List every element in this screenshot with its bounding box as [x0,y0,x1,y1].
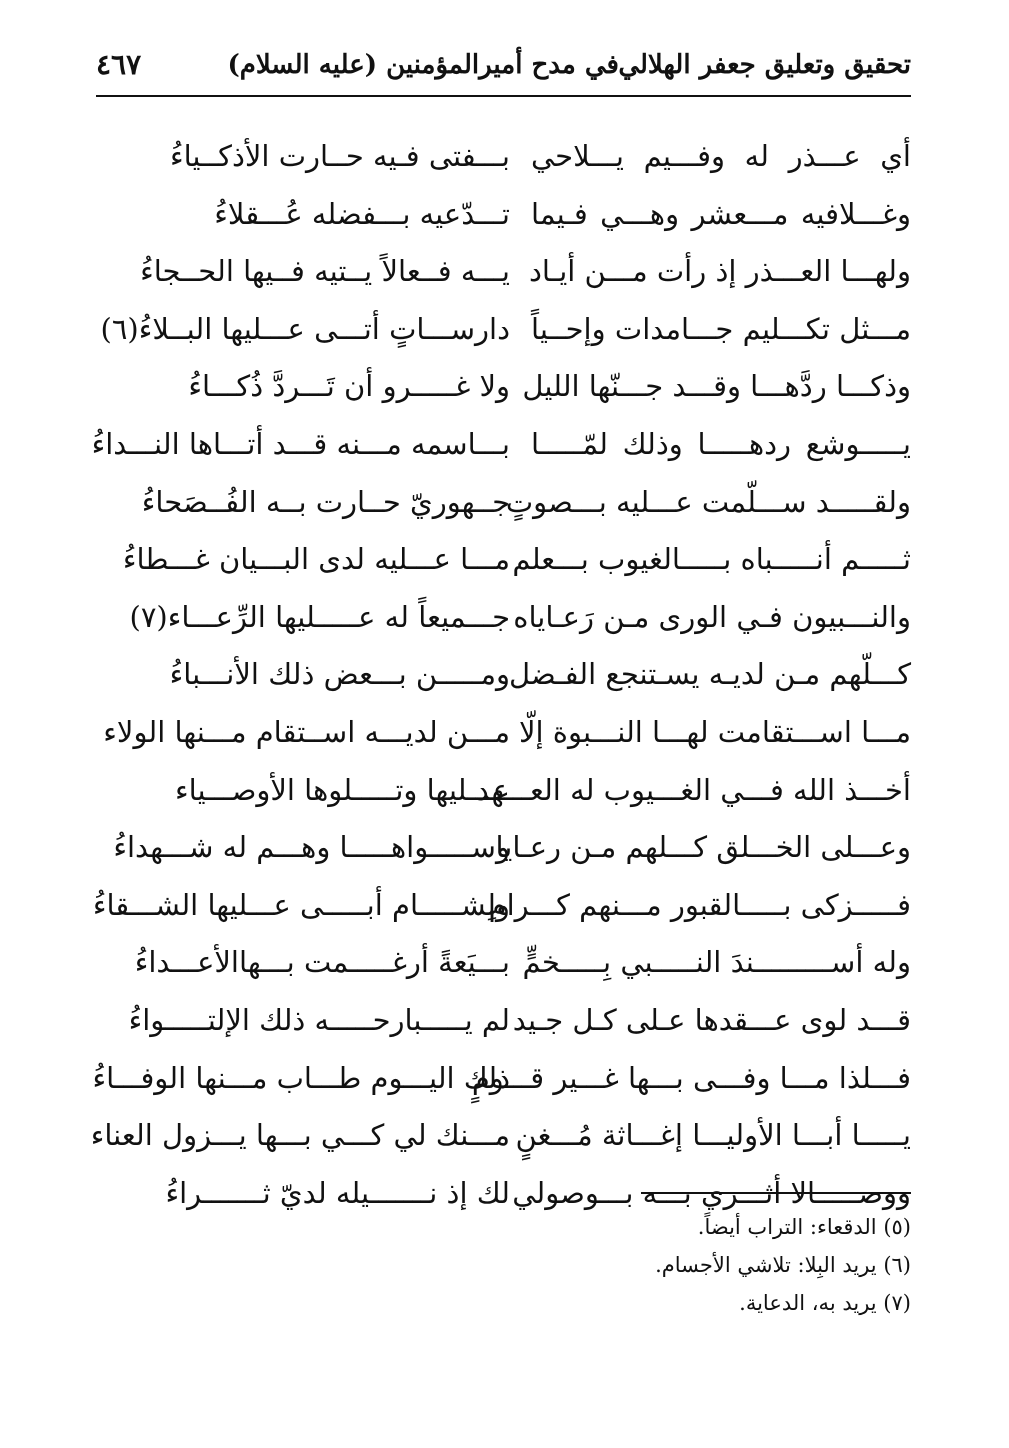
verse-hemistich-first: يـــــوشع ردهـــــا وذلك لمّـــــا [531,426,911,461]
verse-hemistich-second: مـــنك لي كـــي بـــها يـــزول العناء [90,1118,510,1153]
footnote: (٧) يريد به، الدعاية. [739,1291,911,1315]
verse-hemistich-second: مـــا عـــليه لدى البـــيان غـــطاءُ [122,542,510,577]
verse-hemistich-first: ولقـــــد ســـلّمت عـــليه بـــصوتٍ [505,484,911,519]
verse-hemistich-second: وســـــواهـــــا وهـــم له شـــهداءُ [113,830,510,865]
header-rule [96,95,911,97]
verse-hemistich-second: تـــدّعيه بـــفضله عُـــقلاءُ [214,196,510,231]
running-header-section-title: في مدح أميرالمؤمنين (عليه السلام) [227,50,619,80]
footnote: (٦) يريد البِلا: تلاشي الأجسام. [655,1253,911,1277]
verse-hemistich-second: عـــليها وتـــــلوها الأوصـــياء [175,772,510,807]
poem-column-first-hemistichs [471,128,911,1222]
verse-hemistich-second: لم يـــــبارحـــــه ذلك الإلتـــــواءُ [128,1002,510,1037]
verse-hemistich-first: قـــد لوى عـــقدها عـلى كـل جـيد [512,1002,911,1037]
footnotes [411,1208,911,1322]
verse-hemistich-second: جــهوريّ حــارت بــه الفُــصَحاءُ [141,484,510,519]
verse-hemistich-first: كـــلّهم مـن لديـه يسـتنجع الفـضل [509,657,911,692]
verse-hemistich-first: مـــثل تكـــليم جـــامدات وإحــياً [531,311,911,346]
verse-hemistich-first: فـــــزكى بـــــالقبور مـــنهم كـــرام [488,887,911,922]
verse-hemistich-first: وله أســـــــــندَ النـــــبي بِـــــخمٍّ [522,945,911,980]
verse-hemistich-first: يـــــا أبـــا الأوليـــا إغـــاثة مُـــغنٍ [515,1118,911,1153]
verse-hemistich-first: وعـــلى الخـــلق كـــلهم مـن رعـايا [495,830,911,865]
verse-hemistich-first: فـــلذا مـــا وفـــى بـــها غـــير قـــومٍ [471,1060,911,1095]
verse-hemistich-first: وذكـــا ردَّهـــا وقـــد جـــنّها الليل [522,369,911,404]
page-number: ٤٦٧ [96,48,142,81]
verse-hemistich-second: ولا غـــــرو أن تَـــردَّ ذُكـــاءُ [188,369,510,404]
verse-hemistich-second: ولِشـــــام أبـــــى عـــليها الشـــقاءُ [92,887,510,922]
verse-hemistich-second: ومـــــن بـــعض ذلك الأنـــباءُ [169,657,510,692]
verse-hemistich-first: والنـــبيون فـي الورى مـن رَعـاياه [513,599,911,634]
verse-hemistich-second: جـــميعاً له عـــــليها الرِّعـــاء(٧) [129,599,510,634]
verse-hemistich-second: بـــاسمه مـــنه قـــد أتـــاها النـــداءُ [91,426,510,461]
verse-hemistich-second: لك إذ نـــــــيله لديّ ثـــــــراءُ [165,1175,510,1210]
verse-hemistich-second: بـــفتى فـيه حــارت الأذكــياءُ [169,139,510,173]
verse-hemistich-second: مـــن لديـــه اســتقام مـــنها الولاء [103,714,510,749]
verse-hemistich-first: وغـــلافيه مـــعشر وهـــي فـيما [531,196,911,231]
footnote-rule [641,1192,911,1194]
verse-hemistich-first: أي عـــذر له وفـــيم يـــلاحي [531,139,911,173]
verse-hemistich-second: يـــه فــعالاً يــتيه فــيها الحــجاءُ [140,254,510,289]
verse-hemistich-second: ذلك اليـــوم طـــاب مـــنها الوفـــاءُ [92,1060,510,1095]
poem-column-second-hemistichs [90,128,510,1222]
verse-hemistich-second: بـــيَعةً أرغـــــمت بـــهاالأعـــداءُ [134,945,510,980]
verse-hemistich-second: دارســـاتٍ أتـــى عـــليها البــلاءُ(٦) [100,311,510,346]
verse-hemistich-first: ووصـــــالا أثـــري بـــه بـــوصولي [512,1175,911,1210]
verse-hemistich-first: ثـــــم أنـــــباه بـــــالغيوب بـــعلم [512,542,911,577]
verse-hemistich-first: ولهـــا العـــذر إذ رأت مـــن أيـاد [528,254,911,289]
verse-hemistich-first: مـــا اســـتقامت لهـــا النـــبوة إلّا [518,714,911,749]
verse-hemistich-first: أخـــذ الله فـــي الغـــيوب له العـــهد [475,772,911,807]
running-header-book-title: تحقيق وتعليق جعفر الهلالي [618,50,911,80]
footnote: (٥) الدقعاء: التراب أيضاً. [697,1215,911,1239]
